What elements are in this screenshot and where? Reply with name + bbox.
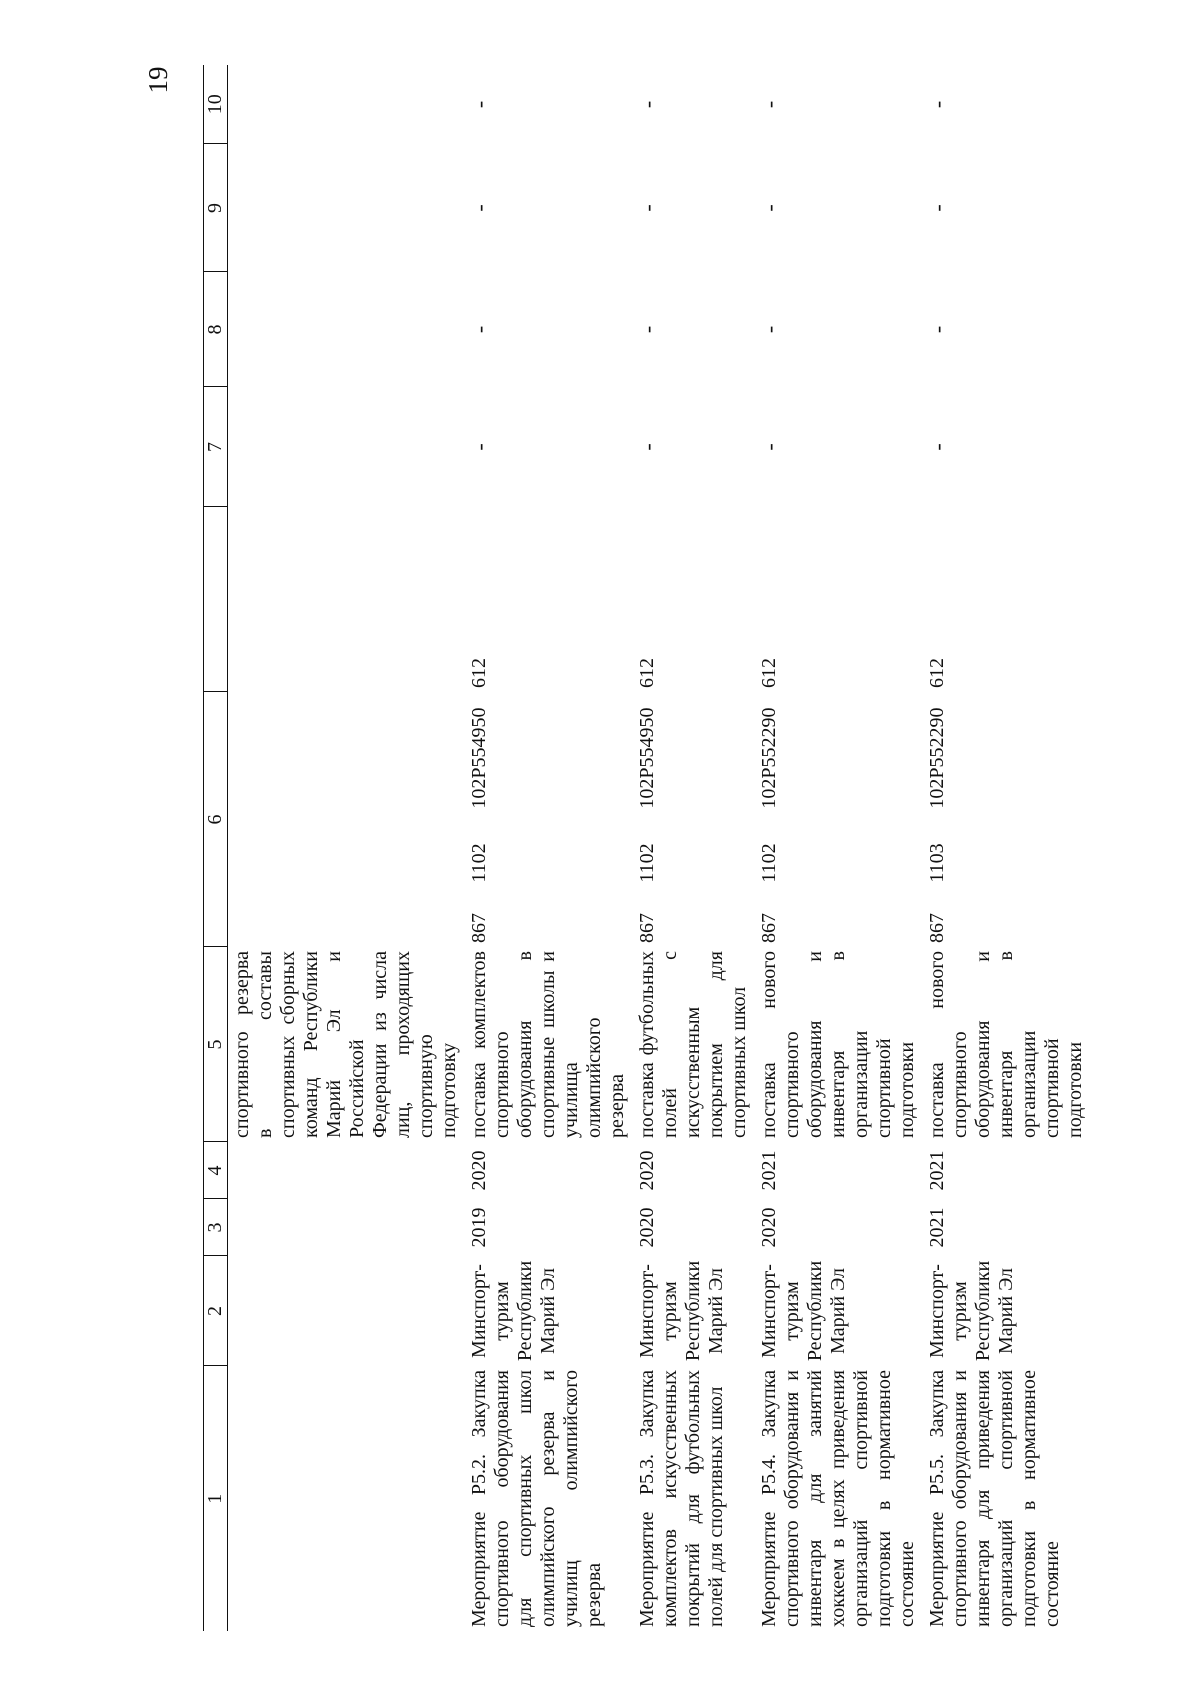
column-number: 10 bbox=[204, 65, 228, 144]
grbs-cell: 867 bbox=[758, 913, 780, 943]
section-cell: 1102 bbox=[468, 843, 490, 883]
result-cell: поставка футбольных полей с искусственным покрытием для спортивных школ bbox=[636, 951, 750, 1138]
column-number: 5 bbox=[204, 947, 228, 1142]
page-number: 19 bbox=[143, 66, 173, 94]
value-cell: - bbox=[925, 204, 950, 212]
executor-cell: Минспорт-туризм Республики Марий Эл bbox=[636, 1260, 727, 1362]
start-year-cell: 2020 bbox=[758, 1207, 780, 1248]
value-cell: - bbox=[635, 204, 660, 212]
grbs-cell: 867 bbox=[926, 913, 948, 943]
activity-cell: Мероприятие P5.2. Закупка спортивного оборудования для спортивных школ олимпийского резерва и училищ олимпийского резерва bbox=[468, 1370, 605, 1627]
value-cell: - bbox=[467, 443, 492, 451]
value-cell: - bbox=[635, 443, 660, 451]
value-cell: - bbox=[757, 204, 782, 212]
table-row bbox=[633, 65, 755, 1631]
executor-cell: Минспорт-туризм Республики Марий Эл bbox=[758, 1260, 849, 1362]
column-number: 3 bbox=[204, 1199, 228, 1256]
target-code-cell: 102P552290 bbox=[926, 707, 948, 809]
value-cell: - bbox=[925, 100, 950, 109]
value-cell: - bbox=[635, 325, 660, 334]
expense-type-cell: 612 bbox=[636, 657, 658, 688]
end-year-cell: 2020 bbox=[468, 1150, 490, 1191]
column-number: 9 bbox=[204, 144, 228, 272]
program-activities-table bbox=[203, 65, 1091, 1631]
column-number-row bbox=[204, 65, 228, 1631]
result-cell: спортивного резерва в составы спортивных сборных команд Республики Марий Эл и Российской Федерации из числа лиц, проходящих спортивную подготовку bbox=[231, 951, 460, 1138]
table-row bbox=[923, 65, 1091, 1631]
executor-cell: Минспорт-туризм Республики Марий Эл bbox=[926, 1260, 1017, 1362]
grbs-cell: 867 bbox=[468, 913, 490, 943]
end-year-cell: 2021 bbox=[758, 1150, 780, 1191]
activity-cell: Мероприятие P5.5. Закупка спортивного оборудования и инвентаря для приведения организаций спортивной подготовки в нормативное состояние bbox=[926, 1370, 1063, 1627]
section-cell: 1103 bbox=[926, 843, 948, 883]
target-code-cell: 102P552290 bbox=[758, 707, 780, 809]
column-number: 2 bbox=[204, 1256, 228, 1366]
end-year-cell: 2021 bbox=[926, 1150, 948, 1191]
activity-cell: Мероприятие P5.4. Закупка спортивного оборудования и инвентаря для занятий хоккеем в целях приведения организаций спортивной подготовки в нормативное состояние bbox=[758, 1370, 918, 1627]
value-cell: - bbox=[467, 204, 492, 212]
value-cell: - bbox=[925, 443, 950, 451]
start-year-cell: 2019 bbox=[468, 1207, 490, 1248]
activity-cell: Мероприятие P5.3. Закупка комплектов искусственных покрытий для футбольных полей для спортивных школ bbox=[636, 1370, 727, 1627]
column-number: 1 bbox=[204, 1493, 226, 1504]
table-row bbox=[755, 65, 923, 1631]
column-number bbox=[204, 507, 228, 692]
value-cell: - bbox=[757, 443, 782, 451]
value-cell: - bbox=[925, 325, 950, 334]
value-cell: - bbox=[757, 325, 782, 334]
table-row bbox=[465, 65, 633, 1631]
value-cell: - bbox=[635, 100, 660, 109]
result-cell: поставка нового спортивного оборудования и инвентаря в организации спортивной подготовки bbox=[758, 951, 918, 1138]
column-number: 8 bbox=[204, 272, 228, 387]
value-cell: - bbox=[467, 325, 492, 334]
value-cell: - bbox=[757, 100, 782, 109]
end-year-cell: 2020 bbox=[636, 1150, 658, 1191]
expense-type-cell: 612 bbox=[468, 657, 490, 688]
section-cell: 1102 bbox=[758, 843, 780, 883]
expense-type-cell: 612 bbox=[758, 657, 780, 688]
section-cell: 1102 bbox=[636, 843, 658, 883]
result-cell: поставка нового спортивного оборудования и инвентаря в организации спортивной подготовки bbox=[926, 951, 1086, 1138]
table-row bbox=[228, 65, 466, 1631]
start-year-cell: 2020 bbox=[636, 1207, 658, 1248]
target-code-cell: 102P554950 bbox=[468, 707, 490, 809]
start-year-cell: 2021 bbox=[926, 1207, 948, 1248]
expense-type-cell: 612 bbox=[926, 657, 948, 688]
target-code-cell: 102P554950 bbox=[636, 707, 658, 809]
value-cell: - bbox=[467, 100, 492, 109]
result-cell: поставка комплектов спортивного оборудования в спортивные школы и училища олимпийского резерва bbox=[468, 951, 628, 1138]
column-number: 6 bbox=[204, 692, 228, 947]
column-number: 4 bbox=[204, 1142, 228, 1199]
executor-cell: Минспорт-туризм Республики Марий Эл bbox=[468, 1260, 559, 1362]
grbs-cell: 867 bbox=[636, 913, 658, 943]
column-number: 7 bbox=[204, 387, 228, 507]
